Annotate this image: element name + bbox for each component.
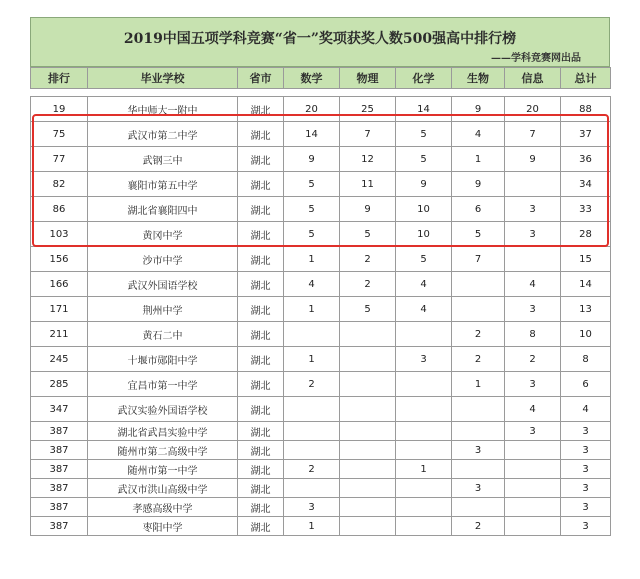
table-cell: 7 [505, 122, 561, 147]
table-cell: 3 [505, 372, 561, 397]
table-row [31, 498, 611, 517]
table-cell: 7 [340, 122, 396, 147]
table-cell: 75 [31, 122, 88, 147]
table-cell: 湖北 [238, 297, 284, 322]
table-cell [284, 397, 340, 422]
table-cell [284, 322, 340, 347]
table-cell [340, 479, 396, 498]
table-cell: 3 [561, 517, 611, 536]
table-cell [396, 397, 452, 422]
table-cell: 3 [505, 197, 561, 222]
table-cell: 武汉外国语学校 [88, 272, 238, 297]
column-header: 生物 [452, 68, 505, 89]
table-cell: 5 [284, 172, 340, 197]
table-cell: 9 [452, 97, 505, 122]
table-cell [396, 498, 452, 517]
table-cell: 十堰市郧阳中学 [88, 347, 238, 372]
table-cell: 2 [340, 272, 396, 297]
table-header-row [31, 68, 611, 89]
table-cell: 5 [396, 122, 452, 147]
table-cell: 2 [452, 322, 505, 347]
table-row [31, 422, 611, 441]
table-cell: 湖北 [238, 222, 284, 247]
table-cell [452, 397, 505, 422]
table-cell: 3 [396, 347, 452, 372]
credit-line: ——学科竞赛网出品 [491, 53, 581, 64]
table-cell: 245 [31, 347, 88, 372]
table-cell [396, 479, 452, 498]
table-cell: 武汉市第二中学 [88, 122, 238, 147]
table-cell: 387 [31, 460, 88, 479]
table-cell: 1 [452, 147, 505, 172]
table-cell: 湖北 [238, 172, 284, 197]
table-cell: 86 [31, 197, 88, 222]
column-header: 信息 [505, 68, 561, 89]
table-row [31, 197, 611, 222]
table-cell: 387 [31, 498, 88, 517]
table-cell: 285 [31, 372, 88, 397]
table-row [31, 460, 611, 479]
table-cell: 4 [396, 272, 452, 297]
table-cell: 1 [284, 297, 340, 322]
table-cell: 9 [396, 172, 452, 197]
table-cell: 随州市第二高级中学 [88, 441, 238, 460]
table-row [31, 517, 611, 536]
table-cell: 10 [561, 322, 611, 347]
table-cell: 19 [31, 97, 88, 122]
table-cell: 7 [452, 247, 505, 272]
table-cell: 宜昌市第一中学 [88, 372, 238, 397]
table-cell: 湖北 [238, 97, 284, 122]
table-cell: 28 [561, 222, 611, 247]
table-cell [452, 460, 505, 479]
table-cell: 1 [284, 247, 340, 272]
table-cell: 枣阳中学 [88, 517, 238, 536]
table-cell: 3 [505, 422, 561, 441]
table-cell: 黄冈中学 [88, 222, 238, 247]
table-cell: 9 [284, 147, 340, 172]
table-cell: 1 [284, 347, 340, 372]
table-body [31, 89, 611, 536]
table-cell: 387 [31, 517, 88, 536]
table-cell: 2 [340, 247, 396, 272]
table-cell: 387 [31, 422, 88, 441]
table-cell: 3 [284, 498, 340, 517]
table-cell: 湖北 [238, 347, 284, 372]
table-cell: 14 [284, 122, 340, 147]
table-row [31, 172, 611, 197]
table-cell: 襄阳市第五中学 [88, 172, 238, 197]
table-cell: 156 [31, 247, 88, 272]
table-cell: 湖北省武昌实验中学 [88, 422, 238, 441]
table-row [31, 347, 611, 372]
table-cell: 6 [452, 197, 505, 222]
table-cell: 湖北 [238, 372, 284, 397]
table-cell: 13 [561, 297, 611, 322]
table-cell [340, 422, 396, 441]
table-cell: 湖北 [238, 122, 284, 147]
table-cell: 5 [284, 222, 340, 247]
table-cell [340, 498, 396, 517]
table-cell: 沙市中学 [88, 247, 238, 272]
column-header: 排行 [31, 68, 88, 89]
table-cell: 20 [284, 97, 340, 122]
table-cell: 湖北 [238, 422, 284, 441]
table-cell: 4 [561, 397, 611, 422]
table-cell: 88 [561, 97, 611, 122]
table-cell: 2 [284, 372, 340, 397]
table-cell: 2 [452, 517, 505, 536]
table-cell: 387 [31, 479, 88, 498]
table-cell: 4 [284, 272, 340, 297]
table-cell: 2 [452, 347, 505, 372]
table-cell: 14 [396, 97, 452, 122]
table-cell [340, 441, 396, 460]
table-cell: 33 [561, 197, 611, 222]
table-row [31, 272, 611, 297]
table-cell: 15 [561, 247, 611, 272]
table-cell [505, 517, 561, 536]
table-cell [452, 422, 505, 441]
table-row [31, 122, 611, 147]
table-cell: 25 [340, 97, 396, 122]
table-cell: 6 [561, 372, 611, 397]
table-cell: 湖北 [238, 147, 284, 172]
table-cell [452, 498, 505, 517]
table-cell: 荆州中学 [88, 297, 238, 322]
table-cell: 82 [31, 172, 88, 197]
table-cell [340, 517, 396, 536]
table-cell: 5 [284, 197, 340, 222]
table-cell: 103 [31, 222, 88, 247]
table-cell [396, 422, 452, 441]
table-cell: 5 [396, 247, 452, 272]
table-cell: 3 [452, 441, 505, 460]
table-cell [340, 460, 396, 479]
table-cell: 20 [505, 97, 561, 122]
table-cell: 10 [396, 197, 452, 222]
table-cell [505, 172, 561, 197]
table-cell: 9 [505, 147, 561, 172]
table-cell: 3 [561, 441, 611, 460]
table-cell [505, 460, 561, 479]
table-cell: 孝感高级中学 [88, 498, 238, 517]
table-cell [396, 517, 452, 536]
table-cell: 3 [505, 222, 561, 247]
table-cell [396, 322, 452, 347]
table-cell: 11 [340, 172, 396, 197]
table-cell: 黄石二中 [88, 322, 238, 347]
table-cell: 1 [284, 517, 340, 536]
table-cell: 387 [31, 441, 88, 460]
table-cell: 湖北 [238, 322, 284, 347]
table-row [31, 147, 611, 172]
table-cell: 湖北 [238, 397, 284, 422]
table-cell: 10 [396, 222, 452, 247]
column-header: 化学 [396, 68, 452, 89]
table-cell: 36 [561, 147, 611, 172]
table-cell: 湖北 [238, 460, 284, 479]
table-cell: 1 [452, 372, 505, 397]
table-cell [340, 347, 396, 372]
table-cell: 湖北 [238, 441, 284, 460]
table-cell: 湖北 [238, 197, 284, 222]
table-row [31, 397, 611, 422]
table-cell: 5 [340, 297, 396, 322]
table-row [31, 222, 611, 247]
table-cell: 3 [505, 297, 561, 322]
table-row [31, 479, 611, 498]
table-cell: 77 [31, 147, 88, 172]
column-header: 毕业学校 [88, 68, 238, 89]
table-cell: 34 [561, 172, 611, 197]
table-cell: 5 [340, 222, 396, 247]
table-cell: 2 [505, 347, 561, 372]
table-cell: 3 [561, 498, 611, 517]
table-cell [340, 372, 396, 397]
table-cell: 9 [340, 197, 396, 222]
table-row [31, 441, 611, 460]
table-row [31, 372, 611, 397]
table-cell [284, 422, 340, 441]
table-cell: 166 [31, 272, 88, 297]
column-header: 总计 [561, 68, 611, 89]
title-band [30, 17, 610, 67]
page-title: 2019中国五项学科竞赛“省一”奖项获奖人数500强高中排行榜 [123, 31, 517, 47]
table-row [31, 297, 611, 322]
table-cell: 4 [452, 122, 505, 147]
table-cell: 5 [452, 222, 505, 247]
column-header: 数学 [284, 68, 340, 89]
table-cell: 8 [561, 347, 611, 372]
table-cell [452, 297, 505, 322]
table-cell [452, 272, 505, 297]
ranking-table [30, 67, 611, 536]
table-cell: 171 [31, 297, 88, 322]
table-cell: 湖北 [238, 247, 284, 272]
table-cell: 347 [31, 397, 88, 422]
table-cell: 211 [31, 322, 88, 347]
table-cell: 3 [561, 422, 611, 441]
table-cell [284, 441, 340, 460]
table-cell [340, 322, 396, 347]
table-cell [396, 441, 452, 460]
table-cell [505, 479, 561, 498]
table-cell: 2 [284, 460, 340, 479]
table-cell: 华中师大一附中 [88, 97, 238, 122]
table-cell: 8 [505, 322, 561, 347]
table-cell [396, 372, 452, 397]
table-row [31, 247, 611, 272]
table-cell: 1 [396, 460, 452, 479]
spacer-row [31, 89, 611, 97]
table-cell: 武汉实验外国语学校 [88, 397, 238, 422]
table-cell: 3 [561, 479, 611, 498]
table-cell: 湖北 [238, 479, 284, 498]
table-cell: 湖北 [238, 517, 284, 536]
column-header: 省市 [238, 68, 284, 89]
table-cell: 14 [561, 272, 611, 297]
table-cell [505, 441, 561, 460]
ranking-sheet [30, 17, 610, 579]
table-cell: 4 [505, 397, 561, 422]
column-header: 物理 [340, 68, 396, 89]
table-cell: 随州市第一中学 [88, 460, 238, 479]
table-cell: 37 [561, 122, 611, 147]
table-cell: 9 [452, 172, 505, 197]
table-cell: 武钢三中 [88, 147, 238, 172]
table-cell: 12 [340, 147, 396, 172]
table-cell: 湖北省襄阳四中 [88, 197, 238, 222]
table-cell: 3 [561, 460, 611, 479]
table-row [31, 322, 611, 347]
table-cell [505, 498, 561, 517]
table-cell [284, 479, 340, 498]
table-row [31, 97, 611, 122]
table-cell: 4 [505, 272, 561, 297]
table-cell: 4 [396, 297, 452, 322]
table-cell [505, 247, 561, 272]
table-cell: 3 [452, 479, 505, 498]
table-cell: 武汉市洪山高级中学 [88, 479, 238, 498]
table-cell: 湖北 [238, 498, 284, 517]
table-cell: 5 [396, 147, 452, 172]
table-cell: 湖北 [238, 272, 284, 297]
table-cell [340, 397, 396, 422]
